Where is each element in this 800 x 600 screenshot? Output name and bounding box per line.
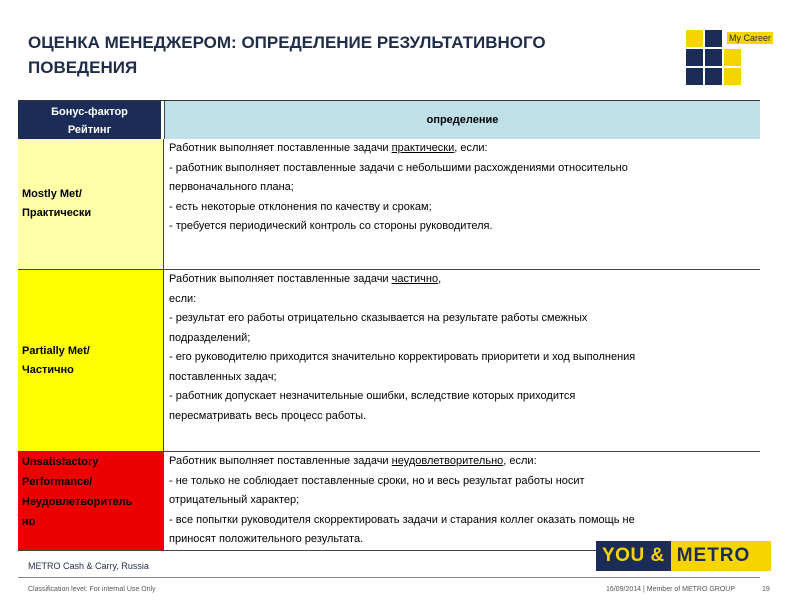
definition-line: - все попытки руководителя скорректировать задачи и старания коллег оказать помощь не (169, 513, 635, 526)
definition-intro (169, 270, 754, 290)
intro-keyword: практически (391, 142, 455, 154)
rating-cell-partially-met (18, 270, 164, 451)
logo-square (705, 49, 722, 66)
definition-line: приносят положительного результата. (169, 533, 364, 545)
logo-square (686, 68, 703, 85)
intro-keyword: неудовлетворительно (391, 455, 504, 467)
definition-line: поставленных задач; (169, 370, 277, 383)
definition-line: - его руководителю приходится значительно корректировать приоритети и ход выполнения (169, 351, 636, 363)
rating-cell-mostly-met (18, 139, 164, 269)
definition-intro (169, 139, 754, 159)
definition-line: подразделений; (169, 331, 251, 344)
header-definition: определение (164, 101, 760, 139)
logo-square (705, 30, 722, 47)
intro-text: Работник выполняет поставленные задачи (169, 273, 392, 285)
definition-line: - требуется периодический контроль со стороны руководителя. (169, 220, 493, 232)
definition-line: - работник допускает незначительные ошибки, вследствие которых приходится (169, 390, 576, 402)
intro-keyword: частично (391, 273, 439, 285)
definition-line: - результат его работы отрицательно сказывается на результате работы смежных (169, 312, 588, 324)
rating-text: Unsatisfactory (22, 456, 99, 468)
definition-cell-partially-met (164, 270, 760, 451)
rating-text: Partially Met/ (22, 344, 90, 357)
definition-line: пересматривать весь процесс работы. (169, 409, 367, 422)
definition-intro (169, 452, 754, 472)
table-row-mostly-met (18, 139, 760, 269)
footer-date-member: 16/09/2014 | Member of METRO GROUP (606, 586, 736, 593)
table-header-row (18, 101, 760, 139)
header-rating-line-1: Бонус-фактор (51, 106, 128, 118)
rating-text: Performance/ (22, 476, 93, 488)
footer-company: METRO Cash & Carry, Russia (28, 561, 149, 571)
rating-text: Неудовлетворитель (22, 496, 133, 508)
title-line-1: ОЦЕНКА МЕНЕДЖЕРОМ: ОПРЕДЕЛЕНИЕ РЕЗУЛЬТАТИВНОГО (28, 33, 546, 52)
rating-text: Mostly Met/ (22, 188, 82, 200)
logo-square (705, 68, 722, 85)
brand-you: YOU & (596, 541, 671, 571)
definition-cell-mostly-met (164, 139, 760, 269)
definition-line: - не только не соблюдает поставленные сроки, но и весь результат работы носит (169, 474, 585, 487)
definition-cell-unsatisfactory (164, 452, 760, 550)
brand-metro: METRO (671, 541, 771, 571)
logo-square (724, 68, 741, 85)
definition-line: - работник выполняет поставленные задачи с небольшими расхождениями относительно (169, 161, 628, 174)
table-row-unsatisfactory (18, 451, 760, 551)
header-rating-line-2: Рейтинг (67, 124, 112, 136)
definition-line: если: (169, 292, 197, 305)
page-number: 19 (762, 586, 770, 593)
intro-text: Работник выполняет поставленные задачи (169, 455, 392, 467)
definition-line: - есть некоторые отклонения по качеству и срокам; (169, 200, 432, 213)
definition-line: первоначального плана; (169, 181, 294, 193)
title-line-2: ПОВЕДЕНИЯ (28, 58, 138, 77)
rating-text: Практически (22, 207, 92, 219)
logo-text: My Career (729, 33, 772, 43)
footer-divider (18, 577, 760, 578)
rating-cell-unsatisfactory (18, 452, 164, 550)
intro-text: , если: (454, 142, 488, 154)
logo-square (686, 30, 703, 47)
table-row-partially-met (18, 269, 760, 451)
intro-text: Работник выполняет поставленные задачи (169, 142, 392, 154)
you-and-metro-logo (596, 541, 771, 571)
logo-square (686, 49, 703, 66)
definition-line: отрицательный характер; (169, 494, 300, 506)
intro-text: , (438, 273, 442, 285)
page-title (28, 30, 648, 80)
rating-text: Частично (22, 363, 74, 376)
header-rating (18, 101, 164, 139)
rating-table (18, 100, 760, 551)
logo-square (724, 49, 741, 66)
intro-text: , если: (503, 455, 537, 467)
footer-classification: Classification level: For internal Use Only (28, 586, 156, 593)
rating-text: но (22, 516, 36, 528)
